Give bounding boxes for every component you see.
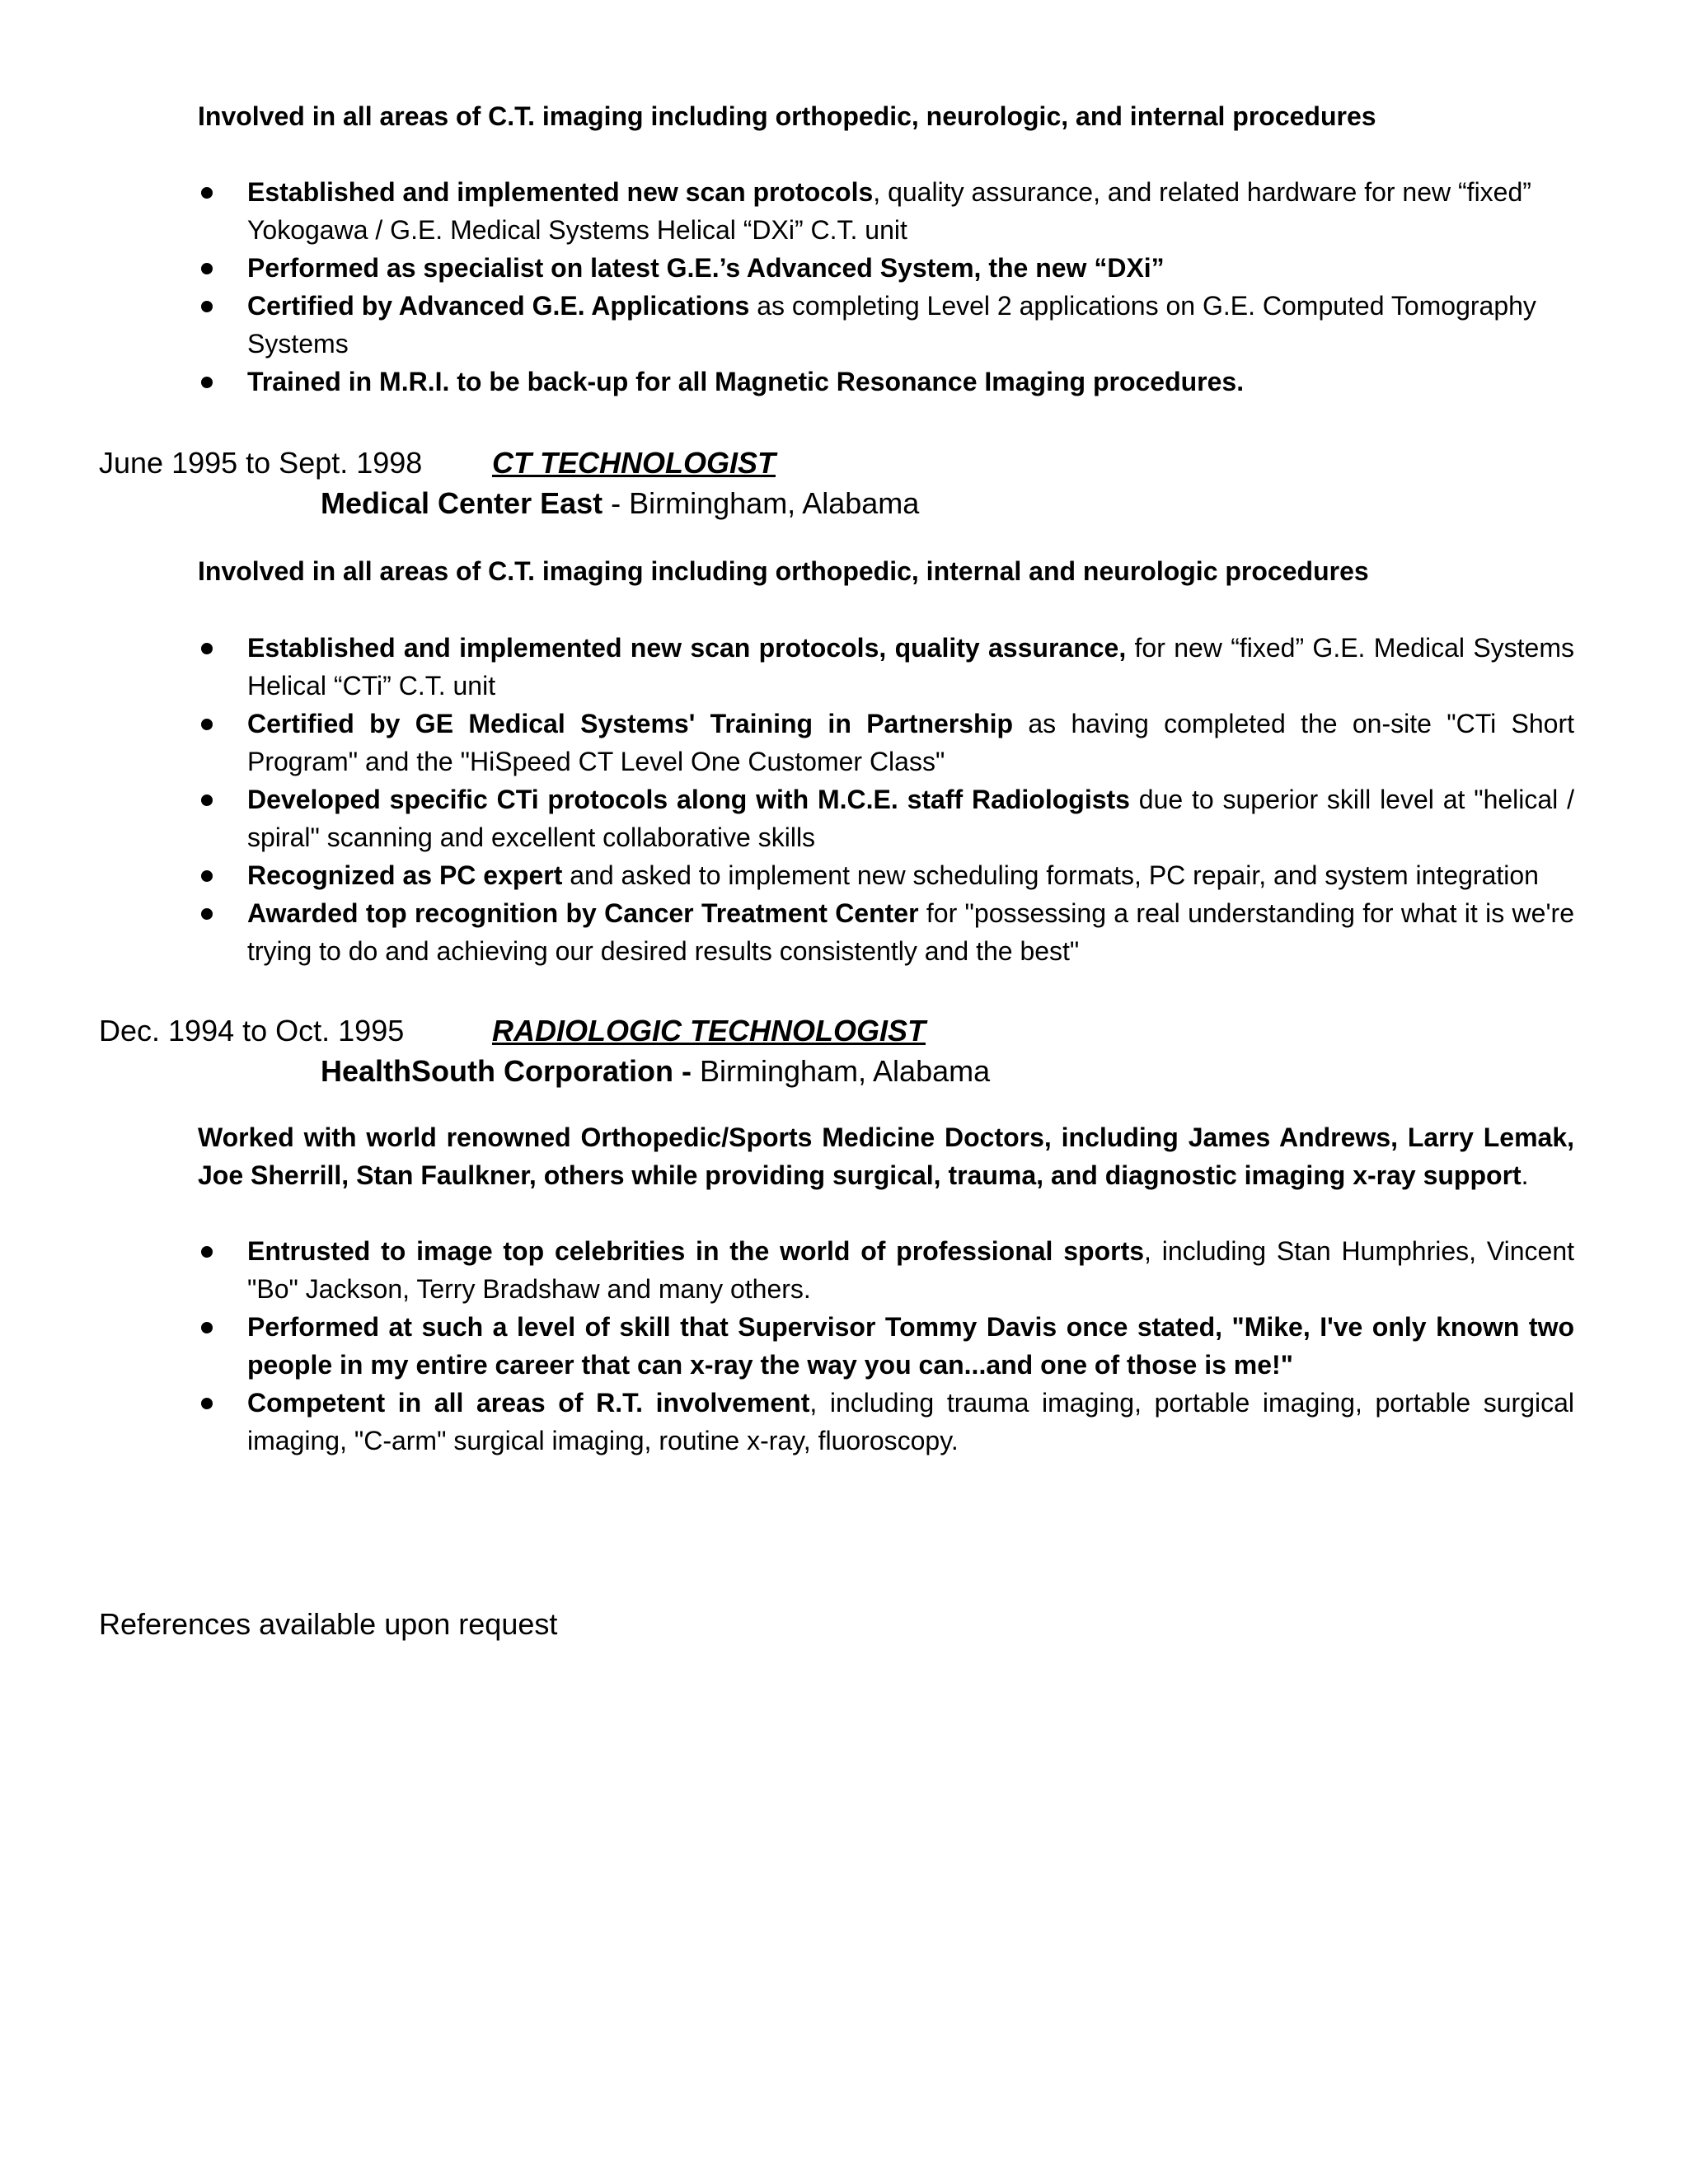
job2-employer-line bbox=[321, 483, 919, 524]
job3-employer-line bbox=[321, 1051, 990, 1092]
job1-intro: Involved in all areas of C.T. imaging including orthopedic, neurologic, and internal procedures bbox=[198, 101, 1376, 131]
bullet-icon bbox=[201, 263, 213, 274]
job3-employer: HealthSouth Corporation - bbox=[321, 1054, 692, 1088]
bullet-icon bbox=[201, 187, 213, 199]
bullet-icon bbox=[201, 719, 213, 730]
job1-bullet-list bbox=[198, 173, 1574, 401]
bullet-icon bbox=[201, 908, 213, 920]
bullet-icon bbox=[201, 301, 213, 312]
job2-title: CT TECHNOLOGIST bbox=[492, 446, 776, 480]
job2-dates: June 1995 to Sept. 1998 bbox=[99, 446, 423, 480]
list-item: Developed specific CTi protocols along with M.C.E. staff Radiologists due to superior skill level at "helical / spiral" scanning and excellent collaborative skills bbox=[198, 780, 1574, 856]
bullet-icon bbox=[201, 1398, 213, 1409]
job3-location: Birmingham, Alabama bbox=[691, 1054, 991, 1088]
list-item: Competent in all areas of R.T. involvement, including trauma imaging, portable imaging, portable surgical imaging, "C-arm" surgical imaging, routine x-ray, fluoroscopy. bbox=[198, 1384, 1574, 1460]
bullet-icon bbox=[201, 1322, 213, 1333]
list-item: Awarded top recognition by Cancer Treatment Center for "possessing a real understanding for what it is we're trying to do and achieving our desired results consistently and the best" bbox=[198, 894, 1574, 970]
job2-location: - Birmingham, Alabama bbox=[603, 486, 920, 520]
list-item: Trained in M.R.I. to be back-up for all Magnetic Resonance Imaging procedures. bbox=[198, 363, 1574, 401]
job3-dates: Dec. 1994 to Oct. 1995 bbox=[99, 1014, 405, 1047]
bullet-icon bbox=[201, 377, 213, 388]
job3-intro: Worked with world renowned Orthopedic/Sports Medicine Doctors, including James Andrews, Larry Lemak, Joe Sherrill, Stan Faulkner, others while providing surgical, trauma, and diagnostic imaging x-ray support. bbox=[198, 1122, 1574, 1190]
job2-bullet-list bbox=[198, 629, 1574, 970]
list-item: Established and implemented new scan protocols, quality assurance, and related hardware for new “fixed” Yokogawa / G.E. Medical Systems Helical “DXi” C.T. unit bbox=[198, 173, 1574, 249]
references-note: References available upon request bbox=[99, 1607, 558, 1641]
bullet-icon bbox=[201, 794, 213, 806]
list-item: Established and implemented new scan protocols, quality assurance, for new “fixed” G.E. Medical Systems Helical “CTi” C.T. unit bbox=[198, 629, 1574, 705]
bullet-icon bbox=[201, 870, 213, 882]
list-item: Performed as specialist on latest G.E.’s Advanced System, the new “DXi” bbox=[198, 249, 1574, 287]
list-item: Certified by Advanced G.E. Applications as completing Level 2 applications on G.E. Computed Tomography Systems bbox=[198, 287, 1574, 363]
bullet-icon bbox=[201, 1246, 213, 1258]
list-item: Recognized as PC expert and asked to implement new scheduling formats, PC repair, and system integration bbox=[198, 856, 1574, 894]
list-item: Performed at such a level of skill that Supervisor Tommy Davis once stated, "Mike, I've only known two people in my entire career that can x-ray the way you can...and one of those is me!" bbox=[198, 1308, 1574, 1384]
job2-intro: Involved in all areas of C.T. imaging including orthopedic, internal and neurologic procedures bbox=[198, 556, 1369, 586]
list-item: Entrusted to image top celebrities in the world of professional sports, including Stan Humphries, Vincent "Bo" Jackson, Terry Bradshaw and many others. bbox=[198, 1232, 1574, 1308]
bullet-icon bbox=[201, 643, 213, 654]
job3-bullet-list bbox=[198, 1232, 1574, 1460]
list-item: Certified by GE Medical Systems' Training in Partnership as having completed the on-site "CTi Short Program" and the "HiSpeed CT Level One Customer Class" bbox=[198, 705, 1574, 780]
job3-title: RADIOLOGIC TECHNOLOGIST bbox=[492, 1014, 926, 1047]
job2-employer: Medical Center East bbox=[321, 486, 603, 520]
